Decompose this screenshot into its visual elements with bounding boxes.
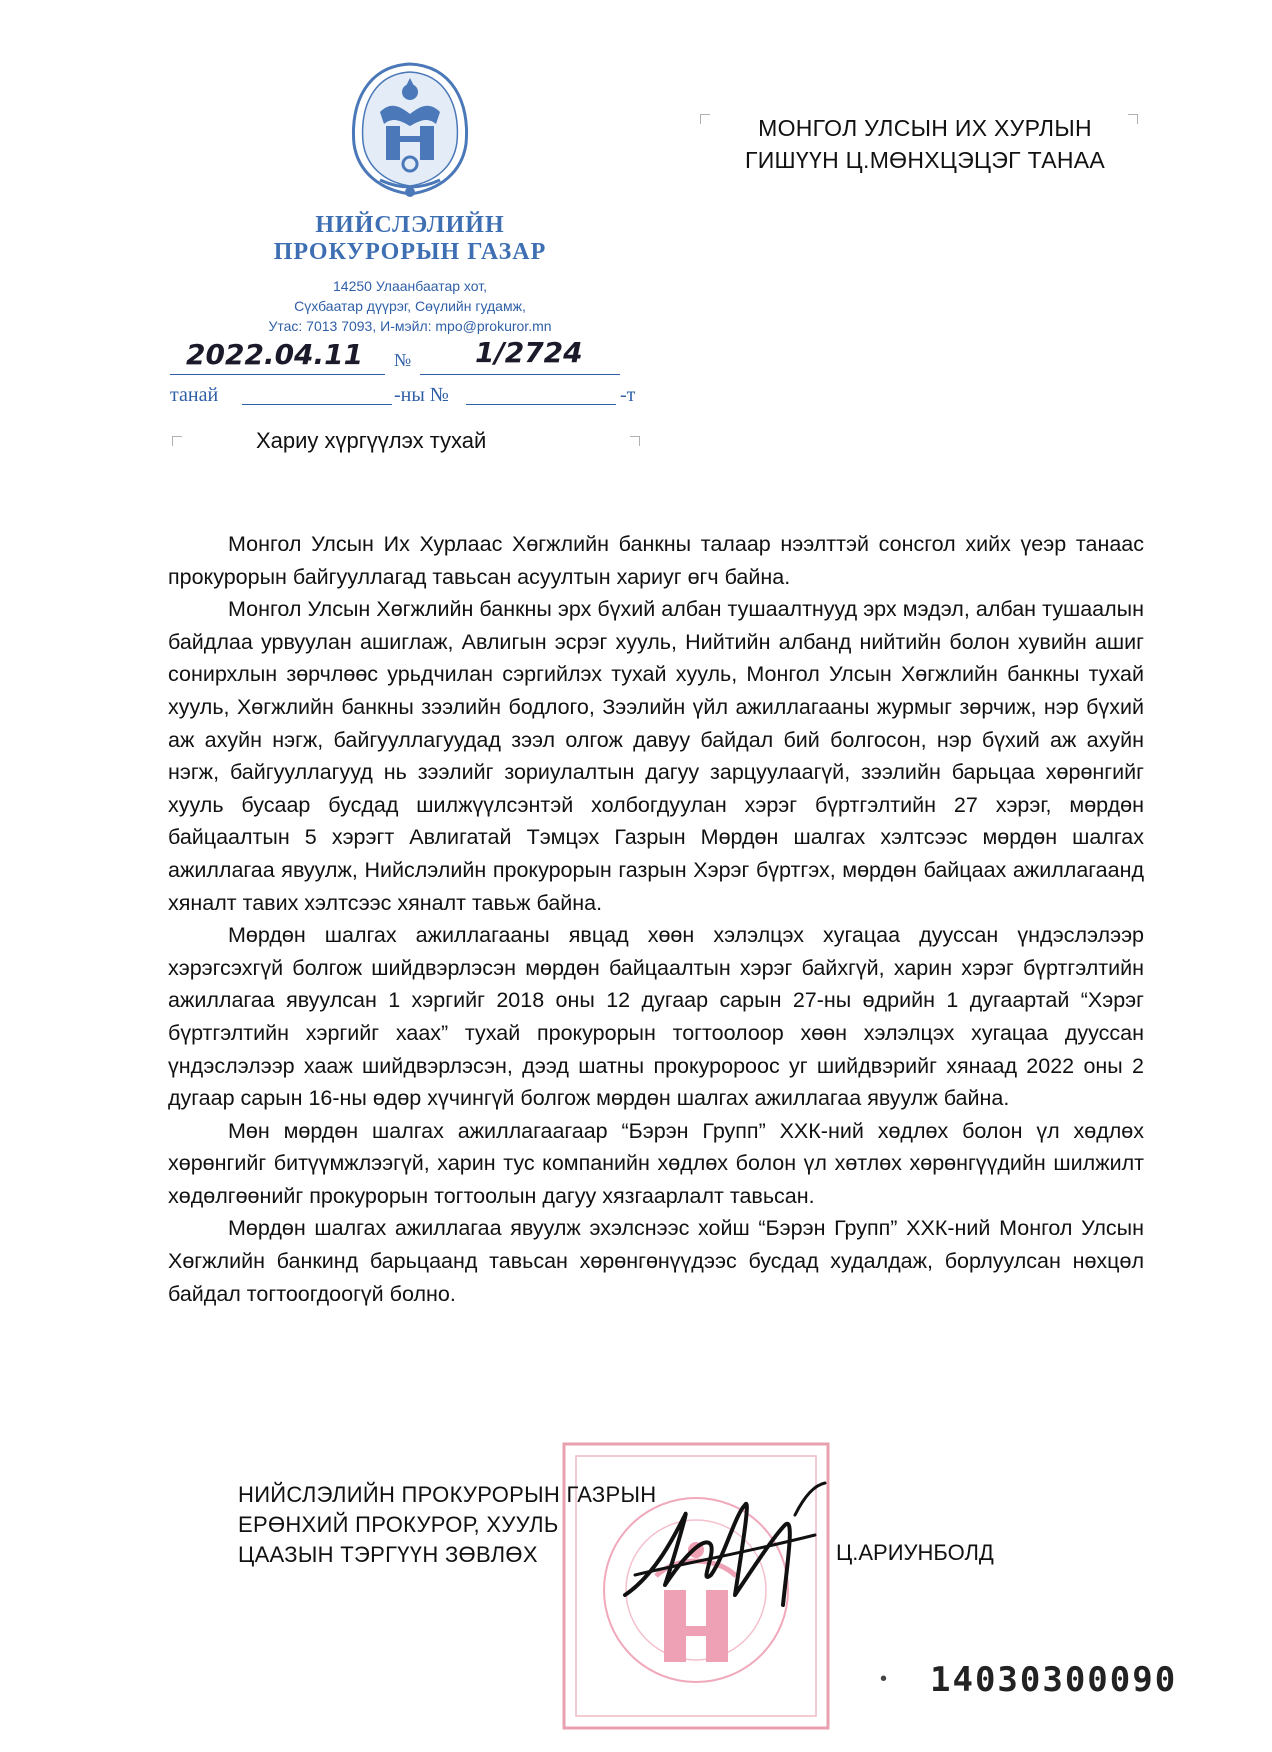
subject-corner-left xyxy=(172,436,182,446)
body-paragraph-2: Монгол Улсын Хөгжлийн банкны эрх бүхий албан тушаалтнууд эрх мэдэл, албан тушаалын байдлаа урвуулан ашиглаж, Авлигын эсрэг хууль, Нийтийн албанд нийтийн болон хувийн ашиг сонирхлын зөрчлөөс урьдчилан сэргийлэх тухай хууль, Монгол Улсын Хөгжлийн банкны тухай хууль, Хөгжлийн банкны зээлийн бодлого, Зээлийн үйл ажиллагааны журмыг зөрчиж, нэр бүхий аж ахуйн нэгж, байгууллагуудад зээл олгож давуу байдал бий болгосон, нэр бүхий аж ахуйн нэгж, байгууллагууд нь зээлийг зориулалтын дагуу зарцуулаагүй, зээлийн барьцаа хөрөнгийг хууль бусаар бусдад шилжүүлсэнтэй холбогдуулан хэрэг бүртгэлтийн 27 хэрэг, мөрдөн байцаалтын 5 хэрэгт Авлигатай Тэмцэх Газрын Мөрдөн шалгах хэлтсээс мөрдөн шалгах ажиллагаа явуулж, Нийслэлийн прокурорын газрын Хэрэг бүртгэх, мөрдөн байцаах ажиллагаанд хяналт тавих хэлтсээс хяналт тавьж байна. xyxy=(168,597,1144,915)
body-paragraph-4: Мөн мөрдөн шалгах ажиллагаагаар “Бэрэн Групп” ХХК-ний хөдлөх болон үл хөдлөх хөрөнгийг битүүмжлээгүй, харин тус компанийн хөдлөх болон үл хөтлөх хөрөнгүүдийн шилжилт хөдөлгөөнийг прокурорын тогтоолын дагуу хязгаарлалт тавьсан. xyxy=(168,1118,1144,1208)
serial-mark: • xyxy=(880,1668,888,1690)
signatory-name: Ц.АРИУНБОЛД xyxy=(836,1540,994,1565)
handwritten-signature xyxy=(615,1475,845,1625)
body-paragraph-3: Мөрдөн шалгах ажиллагааны явцад хөөн хэлэлцэх хугацаа дууссан үндэслэлээр хэрэгсэхгүй болгож шийдвэрлэсэн мөрдөн байцаалтын хэрэг байхгүй, харин хэрэг бүртгэлтийн ажиллагаа явуулсан 1 хэргийг 2018 оны 12 дугаар сарын 27-ны өдрийн 1 дугаартай “Хэрэг бүртгэлтийн хэргийг хаах” тухай прокурорын тогтоолоор хөөн хэлэлцэх хугацаа дууссан үндэслэлээр хааж шийдвэрлэсэн, дээд шатны прокуророос уг шийдвэрийг хянаад 2022 оны 2 дугаар сарын 16-ны өдөр хүчингүй болгож мөрдөн шалгах ажиллагаа явуулж байна. xyxy=(168,923,1144,1111)
ny-label: -ны № xyxy=(394,384,449,406)
addressee-corner-left xyxy=(700,114,710,124)
signatory-title xyxy=(238,1480,656,1570)
state-emblem xyxy=(340,52,480,202)
reference-line xyxy=(170,384,640,412)
org-name-line1: НИЙСЛЭЛИЙН xyxy=(315,212,505,238)
addressee-block xyxy=(710,112,1140,176)
body-paragraph-1: Монгол Улсын Их Хурлаас Хөгжлийн банкны талаар нээлттэй сонсгол хийх үеэр танаас прокурорын байгууллагад тавьсан асуултын хариуг өгч байна. xyxy=(168,532,1144,589)
address-line2: Сүхбаатар дүүрэг, Сөүлийн гудамж, xyxy=(294,298,526,314)
body-paragraph-5: Мөрдөн шалгах ажиллагаа явуулж эхэлснээс хойш “Бэрэн Групп” ХХК-ний Монгол Улсын Хөгжлийн банкинд барьцаанд тавьсан хөрөнгөнүүдээс бусдад худалдаж, борлуулсан нөхцөл байдал тогтоогдоогүй болно. xyxy=(168,1216,1144,1306)
contact-line: Утас: 7013 7093, И-мэйл: mpo@prokuror.mn xyxy=(268,318,552,334)
your-number-blank xyxy=(466,404,616,405)
number-label: № xyxy=(394,350,412,370)
handwritten-date: 2022.04.11 xyxy=(186,338,364,371)
letter-subject: Хариу хүргүүлэх тухай xyxy=(256,428,487,453)
org-name-line2: ПРОКУРОРЫН ГАЗАР xyxy=(273,239,547,265)
document-serial-number: 14030300090 xyxy=(930,1660,1178,1700)
t-label: -т xyxy=(620,384,636,406)
title-line3: ЦААЗЫН ТЭРГҮҮН ЗӨВЛӨХ xyxy=(238,1542,538,1567)
your-date-blank xyxy=(242,404,392,405)
number-underline xyxy=(420,374,620,375)
organization-name xyxy=(230,212,590,266)
address-line1: 14250 Улаанбаатар хот, xyxy=(333,278,487,294)
addressee-line2: ГИШҮҮН Ц.МӨНХЦЭЦЭГ ТАНАА xyxy=(744,147,1106,173)
registration-line xyxy=(170,336,640,378)
letter-body xyxy=(168,528,1144,1310)
handwritten-number: 1/2724 xyxy=(475,336,583,369)
addressee-line1: МОНГОЛ УЛСЫН ИХ ХУРЛЫН xyxy=(758,115,1092,141)
title-line1: НИЙСЛЭЛИЙН ПРОКУРОРЫН ГАЗРЫН xyxy=(238,1482,657,1507)
organization-address xyxy=(215,276,605,336)
date-underline xyxy=(170,374,385,375)
title-line2: ЕРӨНХИЙ ПРОКУРОР, ХУУЛЬ xyxy=(238,1512,559,1537)
subject-corner-right xyxy=(630,436,640,446)
your-label: танай xyxy=(170,384,219,406)
